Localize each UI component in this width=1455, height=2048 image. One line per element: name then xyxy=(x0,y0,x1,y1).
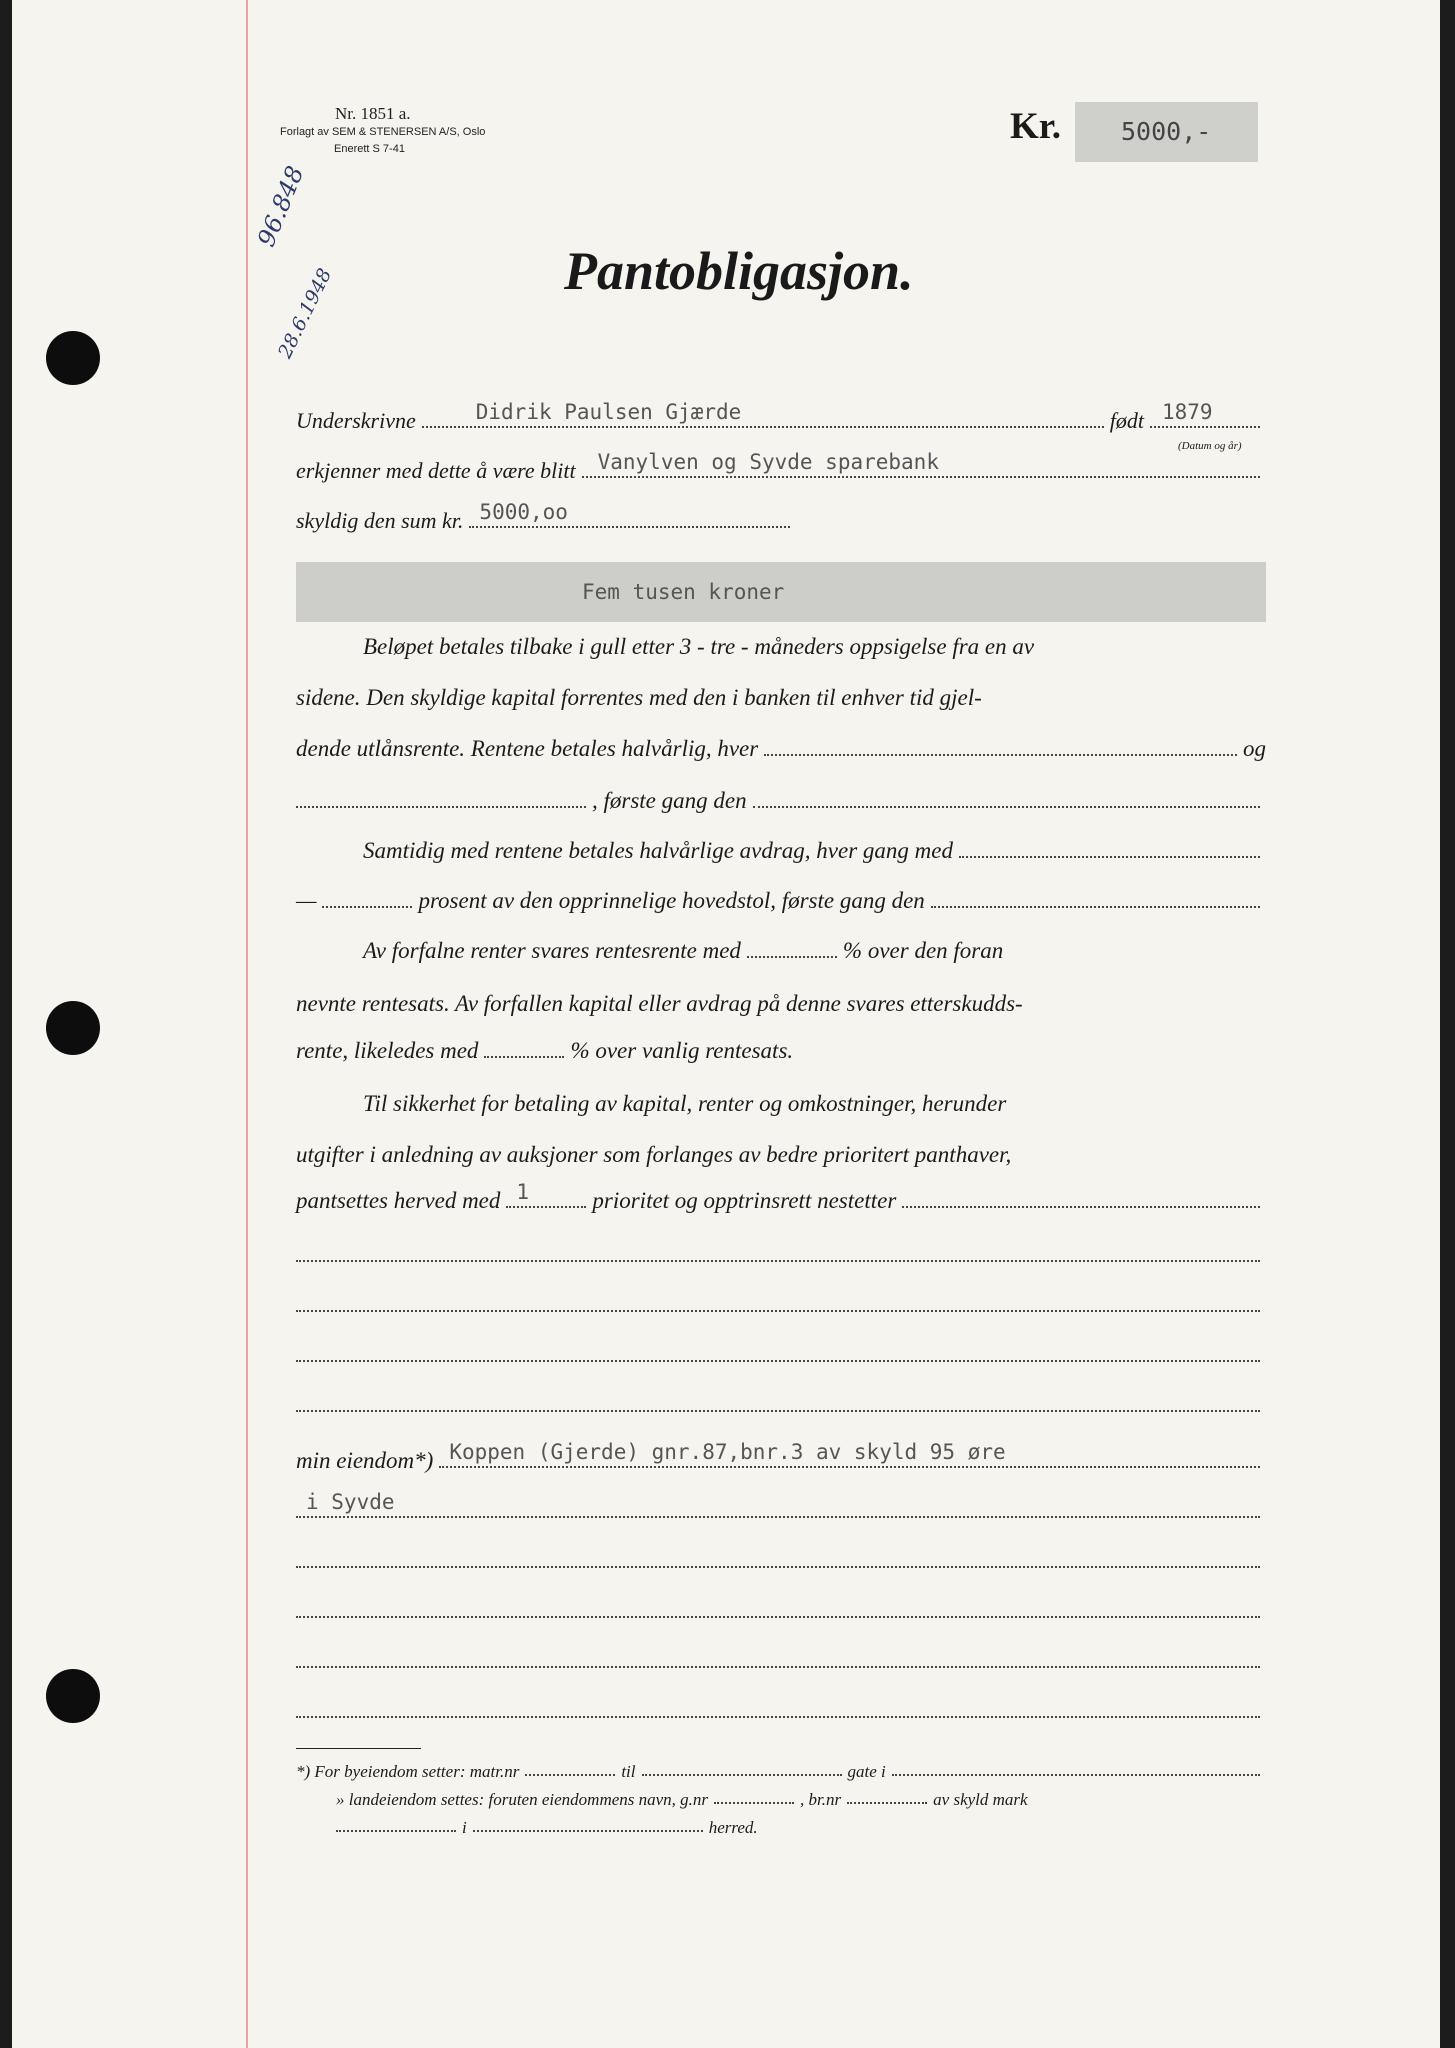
punch-hole xyxy=(46,1001,100,1055)
property-row-2 xyxy=(296,1490,1266,1524)
priority-text-2: prioritet og opptrinsrett nestetter xyxy=(592,1188,897,1213)
creditor-field xyxy=(582,450,1260,478)
overdue-percent-field xyxy=(484,1056,564,1058)
paragraph-repayment: Beløpet betales tilbake i gull etter 3 - tre - måneders oppsigelse fra en av xyxy=(363,634,1035,659)
first-date-field xyxy=(753,806,1260,808)
blank-line xyxy=(296,1384,1266,1418)
interest-text: dende utlånsrente. Rentene betales halvårlig, hver xyxy=(296,736,759,761)
penalty-text-2: % over den foran xyxy=(842,938,1004,963)
form-number: Nr. 1851 a. xyxy=(335,104,411,123)
blank-line xyxy=(296,1540,1266,1574)
og-text: og xyxy=(1243,736,1266,761)
percent-text: prosent av den opprinnelige hovedstol, første gang den xyxy=(418,888,925,913)
footnote-text: gate i xyxy=(847,1762,886,1781)
handwritten-number: 96.848 xyxy=(252,162,310,251)
underskrivne-label: Underskrivne xyxy=(296,408,416,433)
security-text-2: utgifter i anledning av auksjoner som forlanges av bedre prioritert panthaver, xyxy=(296,1142,1012,1167)
footnote-text: , br.nr xyxy=(800,1790,842,1809)
kr-amount-box: 5000,- xyxy=(1075,102,1258,162)
property-row xyxy=(296,1440,1266,1474)
creditor-row xyxy=(296,450,1266,484)
birth-year: 1879 xyxy=(1162,400,1213,424)
priority-value: 1 xyxy=(516,1180,530,1204)
sum-value: 5000,oo xyxy=(479,500,568,524)
footnote-text: » landeiendom settes: foruten eiendommens navn, g.nr xyxy=(336,1790,709,1809)
document-page xyxy=(12,0,1440,2048)
blank-line xyxy=(296,1640,1266,1674)
punch-hole xyxy=(46,1669,100,1723)
document-title: Pantobligasjon. xyxy=(564,241,914,301)
property-field-2 xyxy=(296,1490,1260,1518)
footnote-line-1 xyxy=(296,1756,1266,1782)
first-date-row xyxy=(296,780,1266,814)
fodt-label: født xyxy=(1109,408,1144,433)
handwritten-date: 28.6.1948 xyxy=(274,265,337,362)
property-label: min eiendom*) xyxy=(296,1448,434,1473)
year-field xyxy=(1150,400,1260,428)
skyldig-label: skyldig den sum kr. xyxy=(296,508,464,533)
percent-field xyxy=(322,906,412,908)
property-line-1: Koppen (Gjerde) gnr.87,bnr.3 av skyld 95 øre xyxy=(449,1440,1006,1464)
erkjenner-label: erkjenner med dette å være blitt xyxy=(296,458,576,483)
overdue-row xyxy=(296,1030,996,1064)
property-line-2: i Syvde xyxy=(306,1490,395,1514)
footnote-separator xyxy=(296,1748,421,1749)
sum-row xyxy=(296,500,796,534)
punch-hole xyxy=(46,331,100,385)
penalty-percent-field xyxy=(747,956,837,958)
priority-text: pantsettes herved med xyxy=(296,1188,501,1213)
signer-row xyxy=(296,400,1266,434)
footnote-text: av skyld mark xyxy=(933,1790,1028,1809)
publisher-copyright: Enerett S 7-41 xyxy=(334,143,405,155)
paragraph-repayment: sidene. Den skyldige kapital forrentes med den i banken til enhver tid gjel- xyxy=(296,685,982,710)
blank-line xyxy=(296,1590,1266,1624)
interest-field xyxy=(764,754,1237,756)
penalty-text: Av forfalne renter svares rentesrente med xyxy=(363,938,741,963)
installment-text: Samtidig med rentene betales halvårlige avdrag, hver gang med xyxy=(363,838,953,863)
blank-line xyxy=(296,1334,1266,1368)
name-field xyxy=(422,400,1104,428)
sum-field xyxy=(469,500,790,528)
security-text: Til sikkerhet for betaling av kapital, renter og omkostninger, herunder xyxy=(363,1091,1007,1116)
margin-line xyxy=(246,0,248,2048)
footnote-text: *) For byeiendom setter: matr.nr xyxy=(296,1762,520,1781)
blank-line xyxy=(296,1284,1266,1318)
sum-in-words-box: Fem tusen kroner xyxy=(296,562,1266,622)
creditor-name: Vanylven og Syvde sparebank xyxy=(597,450,939,474)
footnote-text: herred. xyxy=(708,1818,758,1837)
blank-line xyxy=(296,1234,1266,1268)
priority-field xyxy=(506,1180,586,1208)
percent-row xyxy=(296,880,1266,914)
footnote-text: i xyxy=(462,1818,467,1837)
footnote-text: til xyxy=(621,1762,636,1781)
signer-name: Didrik Paulsen Gjærde xyxy=(475,400,742,424)
interest-field-2 xyxy=(296,806,586,808)
kr-label: Kr. xyxy=(1010,106,1062,147)
penalty-row xyxy=(363,930,1266,964)
overdue-text-2: % over vanlig rentesats. xyxy=(570,1038,794,1063)
publisher-line: Forlagt av SEM & STENERSEN A/S, Oslo xyxy=(280,126,486,138)
installment-row xyxy=(363,830,1266,864)
datum-note: (Datum og år) xyxy=(1178,440,1242,452)
overdue-text: rente, likeledes med xyxy=(296,1038,479,1063)
forste-gang-text: , første gang den xyxy=(592,788,747,813)
installment-date-field xyxy=(931,906,1260,908)
blank-line xyxy=(296,1690,1266,1724)
installment-field xyxy=(959,856,1260,858)
priority-row xyxy=(296,1180,1266,1214)
penalty-text-3: nevnte rentesats. Av forfallen kapital eller avdrag på denne svares etterskudds- xyxy=(296,991,1023,1016)
dash-mark: — xyxy=(296,888,317,913)
footnote-line-2 xyxy=(296,1784,1266,1810)
priority-extra-field xyxy=(902,1206,1260,1208)
footnote-line-3 xyxy=(296,1812,896,1838)
property-field xyxy=(439,1440,1260,1468)
interest-row xyxy=(296,728,1266,762)
